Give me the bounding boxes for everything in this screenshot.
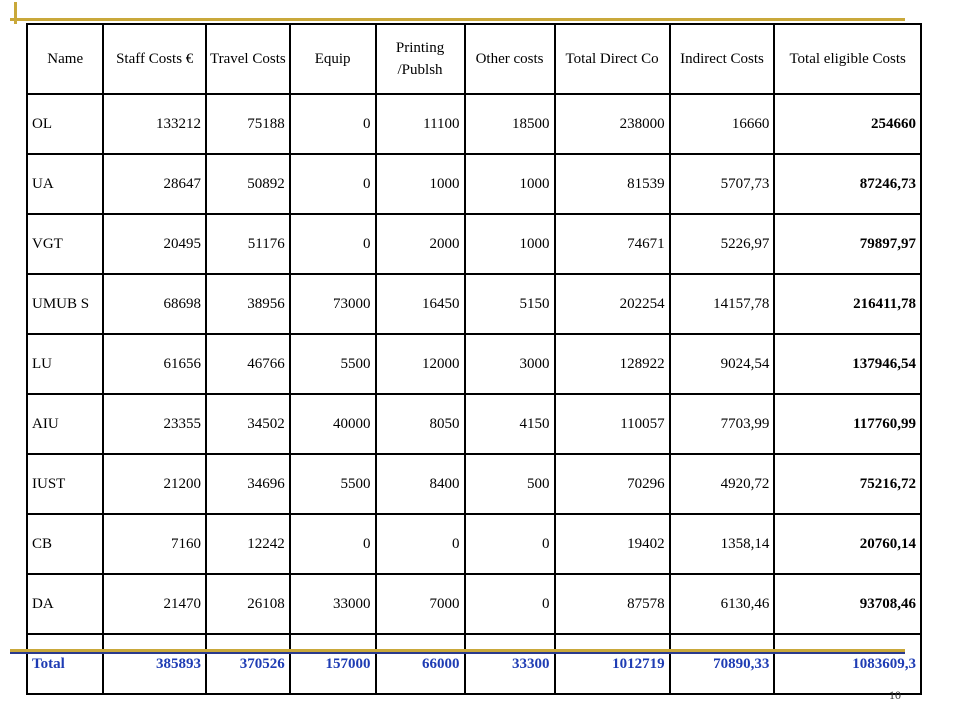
cell-equip: 5500 xyxy=(290,454,376,514)
cell-total-direct: 128922 xyxy=(555,334,670,394)
cell-printing: 11100 xyxy=(376,94,465,154)
cell-equip: 0 xyxy=(290,214,376,274)
cell-total-eligible: 79897,97 xyxy=(774,214,921,274)
cell-printing: 16450 xyxy=(376,274,465,334)
cell-staff: 21470 xyxy=(103,574,206,634)
cell-equip: 0 xyxy=(290,94,376,154)
cell-indirect: 1358,14 xyxy=(670,514,775,574)
cell-indirect: 5707,73 xyxy=(670,154,775,214)
header-total-eligible: Total eligible Costs xyxy=(774,24,921,94)
cell-total-eligible: 216411,78 xyxy=(774,274,921,334)
cell-staff: 7160 xyxy=(103,514,206,574)
cell-staff: 61656 xyxy=(103,334,206,394)
cell-total-direct: 74671 xyxy=(555,214,670,274)
cell-travel: 34502 xyxy=(206,394,290,454)
table-row xyxy=(27,454,921,514)
cell-printing: 0 xyxy=(376,514,465,574)
row-name: VGT xyxy=(27,214,103,274)
cell-staff: 133212 xyxy=(103,94,206,154)
cell-staff: 21200 xyxy=(103,454,206,514)
cell-printing: 1000 xyxy=(376,154,465,214)
cell-equip: 0 xyxy=(290,154,376,214)
cell-other: 4150 xyxy=(465,394,555,454)
header-equip: Equip xyxy=(290,24,376,94)
header-name: Name xyxy=(27,24,103,94)
cell-travel: 38956 xyxy=(206,274,290,334)
cell-travel: 34696 xyxy=(206,454,290,514)
total-travel: 370526 xyxy=(206,634,290,694)
cell-staff: 68698 xyxy=(103,274,206,334)
cell-total-direct: 202254 xyxy=(555,274,670,334)
table-row xyxy=(27,214,921,274)
gold-divider-left xyxy=(14,2,17,24)
cell-total-eligible: 137946,54 xyxy=(774,334,921,394)
table-row xyxy=(27,94,921,154)
cell-travel: 50892 xyxy=(206,154,290,214)
cell-equip: 0 xyxy=(290,514,376,574)
cell-printing: 7000 xyxy=(376,574,465,634)
header-total-direct: Total Direct Co xyxy=(555,24,670,94)
cell-travel: 46766 xyxy=(206,334,290,394)
cell-other: 1000 xyxy=(465,214,555,274)
cell-travel: 12242 xyxy=(206,514,290,574)
cell-total-eligible: 254660 xyxy=(774,94,921,154)
cell-other: 0 xyxy=(465,574,555,634)
cell-staff: 28647 xyxy=(103,154,206,214)
total-label: Total xyxy=(27,634,103,694)
table-row xyxy=(27,334,921,394)
cell-total-eligible: 20760,14 xyxy=(774,514,921,574)
cell-indirect: 14157,78 xyxy=(670,274,775,334)
row-name: UMUB S xyxy=(27,274,103,334)
cell-total-direct: 87578 xyxy=(555,574,670,634)
total-equip: 157000 xyxy=(290,634,376,694)
budget-table xyxy=(26,23,922,695)
cell-other: 5150 xyxy=(465,274,555,334)
cell-total-eligible: 117760,99 xyxy=(774,394,921,454)
cell-total-eligible: 93708,46 xyxy=(774,574,921,634)
table-row xyxy=(27,514,921,574)
cell-printing: 2000 xyxy=(376,214,465,274)
cell-indirect: 7703,99 xyxy=(670,394,775,454)
row-name: CB xyxy=(27,514,103,574)
header-printing: Printing /Publsh xyxy=(376,24,465,94)
header-other-costs: Other costs xyxy=(465,24,555,94)
cell-equip: 40000 xyxy=(290,394,376,454)
cell-other: 1000 xyxy=(465,154,555,214)
row-name: UA xyxy=(27,154,103,214)
cell-other: 500 xyxy=(465,454,555,514)
cell-indirect: 4920,72 xyxy=(670,454,775,514)
header-travel-costs: Travel Costs xyxy=(206,24,290,94)
row-name: AIU xyxy=(27,394,103,454)
cell-total-direct: 81539 xyxy=(555,154,670,214)
cell-travel: 26108 xyxy=(206,574,290,634)
table-row xyxy=(27,394,921,454)
header-staff-costs: Staff Costs € xyxy=(103,24,206,94)
table-header-row xyxy=(27,24,921,94)
table-row xyxy=(27,574,921,634)
cell-printing: 12000 xyxy=(376,334,465,394)
cell-total-eligible: 75216,72 xyxy=(774,454,921,514)
cell-total-eligible: 87246,73 xyxy=(774,154,921,214)
cell-equip: 5500 xyxy=(290,334,376,394)
table-row xyxy=(27,274,921,334)
cell-equip: 33000 xyxy=(290,574,376,634)
total-row xyxy=(27,634,921,694)
cell-printing: 8050 xyxy=(376,394,465,454)
cell-total-direct: 19402 xyxy=(555,514,670,574)
cell-total-direct: 70296 xyxy=(555,454,670,514)
cell-printing: 8400 xyxy=(376,454,465,514)
blue-divider-bottom xyxy=(10,652,905,654)
cell-indirect: 9024,54 xyxy=(670,334,775,394)
cell-other: 18500 xyxy=(465,94,555,154)
total-indirect: 70890,33 xyxy=(670,634,775,694)
row-name: OL xyxy=(27,94,103,154)
cell-travel: 51176 xyxy=(206,214,290,274)
row-name: IUST xyxy=(27,454,103,514)
cell-travel: 75188 xyxy=(206,94,290,154)
table-row xyxy=(27,154,921,214)
cell-indirect: 16660 xyxy=(670,94,775,154)
cell-other: 3000 xyxy=(465,334,555,394)
cell-equip: 73000 xyxy=(290,274,376,334)
cell-other: 0 xyxy=(465,514,555,574)
row-name: LU xyxy=(27,334,103,394)
total-printing: 66000 xyxy=(376,634,465,694)
total-staff: 385893 xyxy=(103,634,206,694)
cell-staff: 23355 xyxy=(103,394,206,454)
header-indirect-costs: Indirect Costs xyxy=(670,24,775,94)
row-name: DA xyxy=(27,574,103,634)
total-direct: 1012719 xyxy=(555,634,670,694)
cell-indirect: 6130,46 xyxy=(670,574,775,634)
cell-total-direct: 238000 xyxy=(555,94,670,154)
cell-total-direct: 110057 xyxy=(555,394,670,454)
gold-divider-top xyxy=(10,18,905,21)
cell-indirect: 5226,97 xyxy=(670,214,775,274)
cell-staff: 20495 xyxy=(103,214,206,274)
page-number: 10 xyxy=(889,688,901,702)
total-eligible: 1083609,3 xyxy=(774,634,921,694)
total-other: 33300 xyxy=(465,634,555,694)
